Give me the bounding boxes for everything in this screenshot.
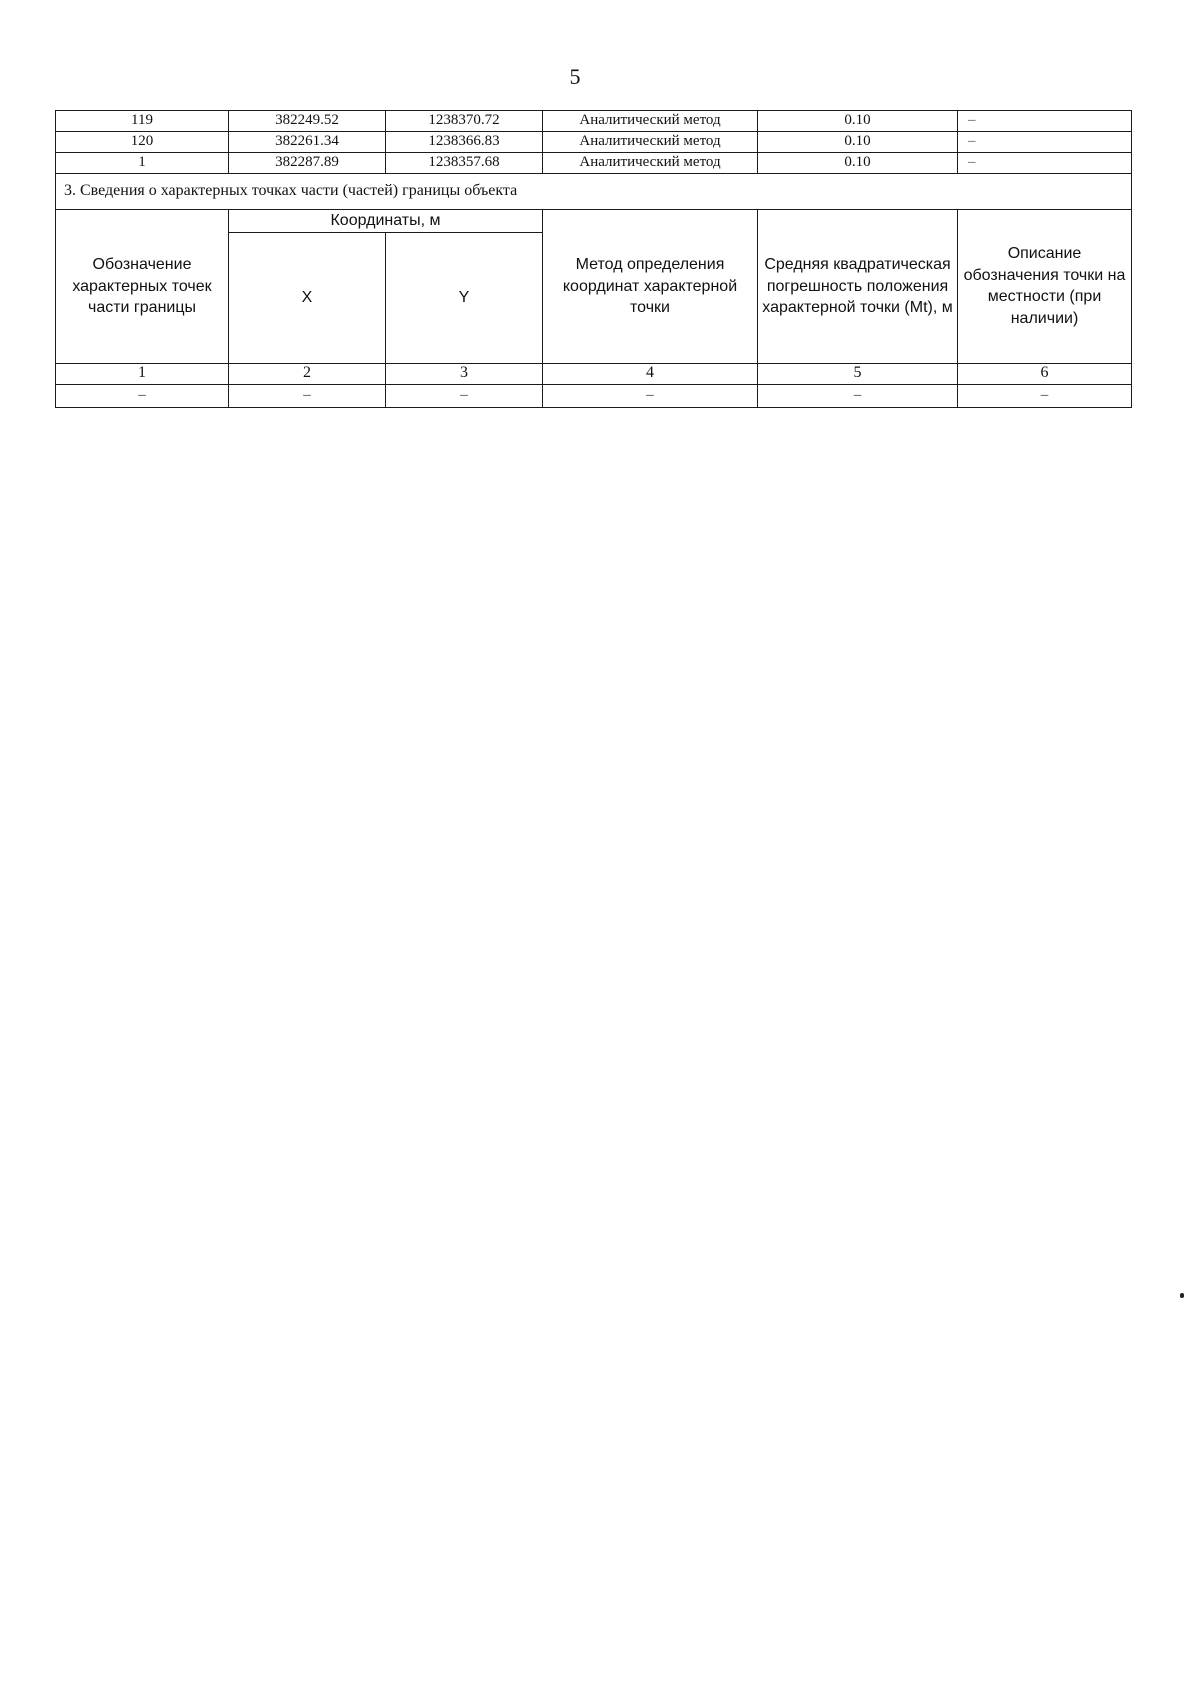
header-method: Метод определения координат характерной точки bbox=[543, 210, 758, 364]
empty-cell: – bbox=[543, 384, 758, 407]
header-error: Средняя квадратическая погрешность положения характерной точки (Mt), м bbox=[758, 210, 958, 364]
header-y: Y bbox=[386, 232, 543, 363]
column-numbers-row bbox=[56, 363, 1132, 384]
coordinates-table bbox=[55, 110, 1132, 408]
column-number: 4 bbox=[543, 363, 758, 384]
header-description: Описание обозначения точки на местности (при наличии) bbox=[958, 210, 1132, 364]
column-number: 3 bbox=[386, 363, 543, 384]
column-number: 5 bbox=[758, 363, 958, 384]
y-cell: 1238370.72 bbox=[386, 111, 543, 132]
error-cell: 0.10 bbox=[758, 132, 958, 153]
description-cell: – bbox=[958, 153, 1132, 174]
column-number: 6 bbox=[958, 363, 1132, 384]
empty-cell: – bbox=[229, 384, 386, 407]
x-cell: 382287.89 bbox=[229, 153, 386, 174]
description-cell: – bbox=[958, 111, 1132, 132]
empty-cell: – bbox=[386, 384, 543, 407]
header-x: X bbox=[229, 232, 386, 363]
empty-cell: – bbox=[56, 384, 229, 407]
x-cell: 382261.34 bbox=[229, 132, 386, 153]
point-cell: 120 bbox=[56, 132, 229, 153]
y-cell: 1238357.68 bbox=[386, 153, 543, 174]
column-number: 1 bbox=[56, 363, 229, 384]
scan-speck bbox=[1180, 1293, 1184, 1298]
table-row bbox=[56, 153, 1132, 174]
section-title-row bbox=[56, 174, 1132, 210]
point-cell: 1 bbox=[56, 153, 229, 174]
header-point-designation: Обозначение характерных точек части границы bbox=[56, 210, 229, 364]
error-cell: 0.10 bbox=[758, 153, 958, 174]
x-cell: 382249.52 bbox=[229, 111, 386, 132]
section-title: 3. Сведения о характерных точках части (частей) границы объекта bbox=[56, 174, 1132, 210]
method-cell: Аналитический метод bbox=[543, 153, 758, 174]
empty-cell: – bbox=[958, 384, 1132, 407]
method-cell: Аналитический метод bbox=[543, 111, 758, 132]
table-row bbox=[56, 132, 1132, 153]
y-cell: 1238366.83 bbox=[386, 132, 543, 153]
description-cell: – bbox=[958, 132, 1132, 153]
page-number: 5 bbox=[569, 64, 581, 89]
error-cell: 0.10 bbox=[758, 111, 958, 132]
method-cell: Аналитический метод bbox=[543, 132, 758, 153]
header-row bbox=[56, 210, 1132, 233]
empty-cell: – bbox=[758, 384, 958, 407]
point-cell: 119 bbox=[56, 111, 229, 132]
column-number: 2 bbox=[229, 363, 386, 384]
table-row bbox=[56, 111, 1132, 132]
table-row bbox=[56, 384, 1132, 407]
header-coordinates: Координаты, м bbox=[229, 210, 543, 233]
